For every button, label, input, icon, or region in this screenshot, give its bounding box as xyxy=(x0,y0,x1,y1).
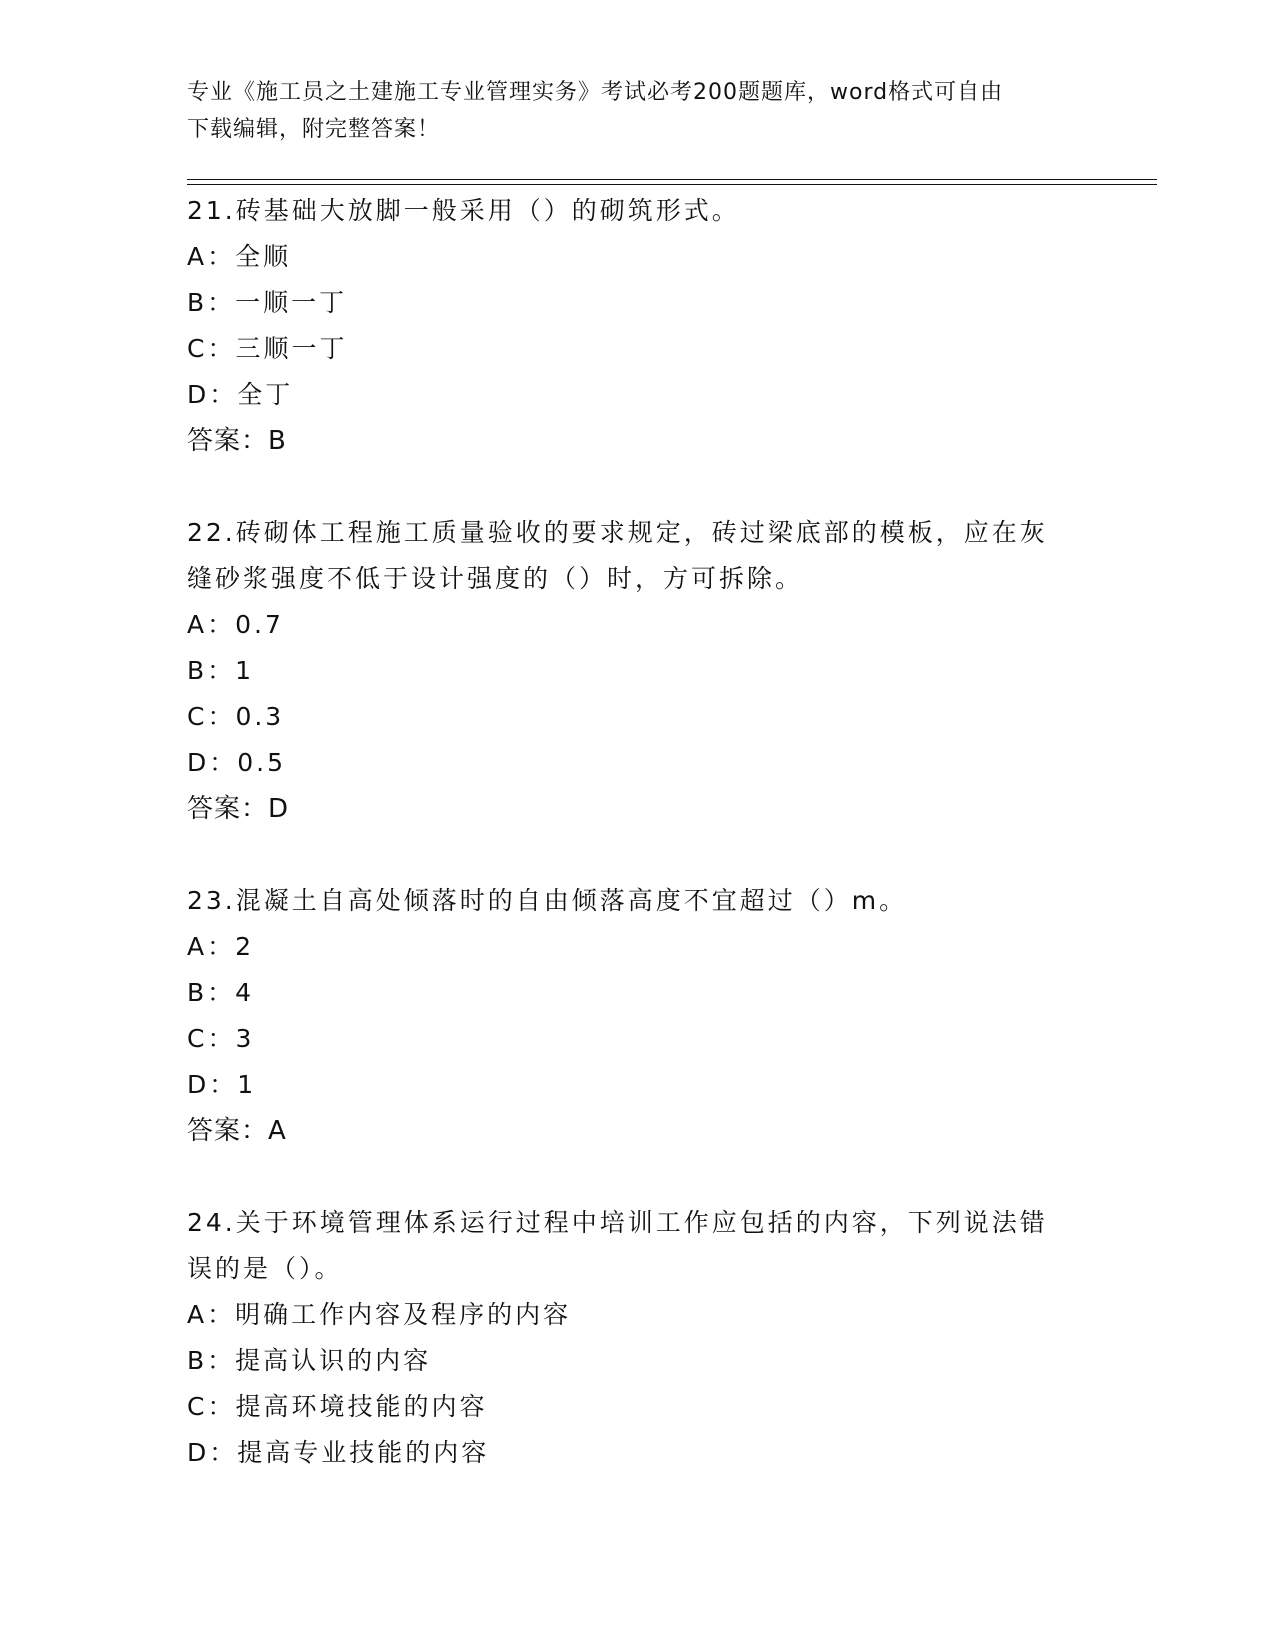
question-21 xyxy=(187,188,1087,464)
option-a: A：2 xyxy=(187,932,255,961)
header-divider-bottom xyxy=(187,184,1157,185)
option-d: D：提高专业技能的内容 xyxy=(187,1438,490,1467)
option-c: C：3 xyxy=(187,1024,255,1053)
option-b: B：一顺一丁 xyxy=(187,288,348,317)
header-divider-top xyxy=(187,179,1157,180)
option-c: C：0.3 xyxy=(187,702,285,731)
answer-text: 答案：A xyxy=(187,1116,287,1146)
question-text-line: 21.砖基础大放脚一般采用（）的砌筑形式。 xyxy=(187,196,740,225)
question-text-line: 误的是（）。 xyxy=(187,1254,343,1283)
option-d: D：1 xyxy=(187,1070,257,1099)
header-line-2: 下载编辑，附完整答案！ xyxy=(187,117,441,142)
question-22 xyxy=(187,510,1087,832)
answer-text: 答案：B xyxy=(187,426,287,456)
question-23 xyxy=(187,878,1087,1154)
option-b: B：提高认识的内容 xyxy=(187,1346,432,1375)
option-d: D：全丁 xyxy=(187,380,294,409)
answer-text: 答案：D xyxy=(187,794,290,824)
question-text-line: 24.关于环境管理体系运行过程中培训工作应包括的内容，下列说法错 xyxy=(187,1208,1048,1237)
question-text-line: 23.混凝土自高处倾落时的自由倾落高度不宜超过（）m。 xyxy=(187,886,908,915)
question-spacer xyxy=(187,832,1087,878)
question-text-line: 22.砖砌体工程施工质量验收的要求规定，砖过梁底部的模板，应在灰 xyxy=(187,518,1048,547)
option-a: A：全顺 xyxy=(187,242,292,271)
question-spacer xyxy=(187,1154,1087,1200)
option-d: D：0.5 xyxy=(187,748,287,777)
question-spacer xyxy=(187,464,1087,510)
document-header xyxy=(187,74,1087,148)
option-a: A：明确工作内容及程序的内容 xyxy=(187,1300,572,1329)
option-b: B：1 xyxy=(187,656,255,685)
question-list xyxy=(187,188,1087,1476)
question-text-line: 缝砂浆强度不低于设计强度的（）时，方可拆除。 xyxy=(187,564,804,593)
option-a: A：0.7 xyxy=(187,610,284,639)
option-c: C：提高环境技能的内容 xyxy=(187,1392,488,1421)
question-24 xyxy=(187,1200,1087,1476)
header-line-1: 专业《施工员之土建施工专业管理实务》考试必考200题题库，word格式可自由 xyxy=(187,80,1004,105)
option-c: C：三顺一丁 xyxy=(187,334,348,363)
option-b: B：4 xyxy=(187,978,255,1007)
